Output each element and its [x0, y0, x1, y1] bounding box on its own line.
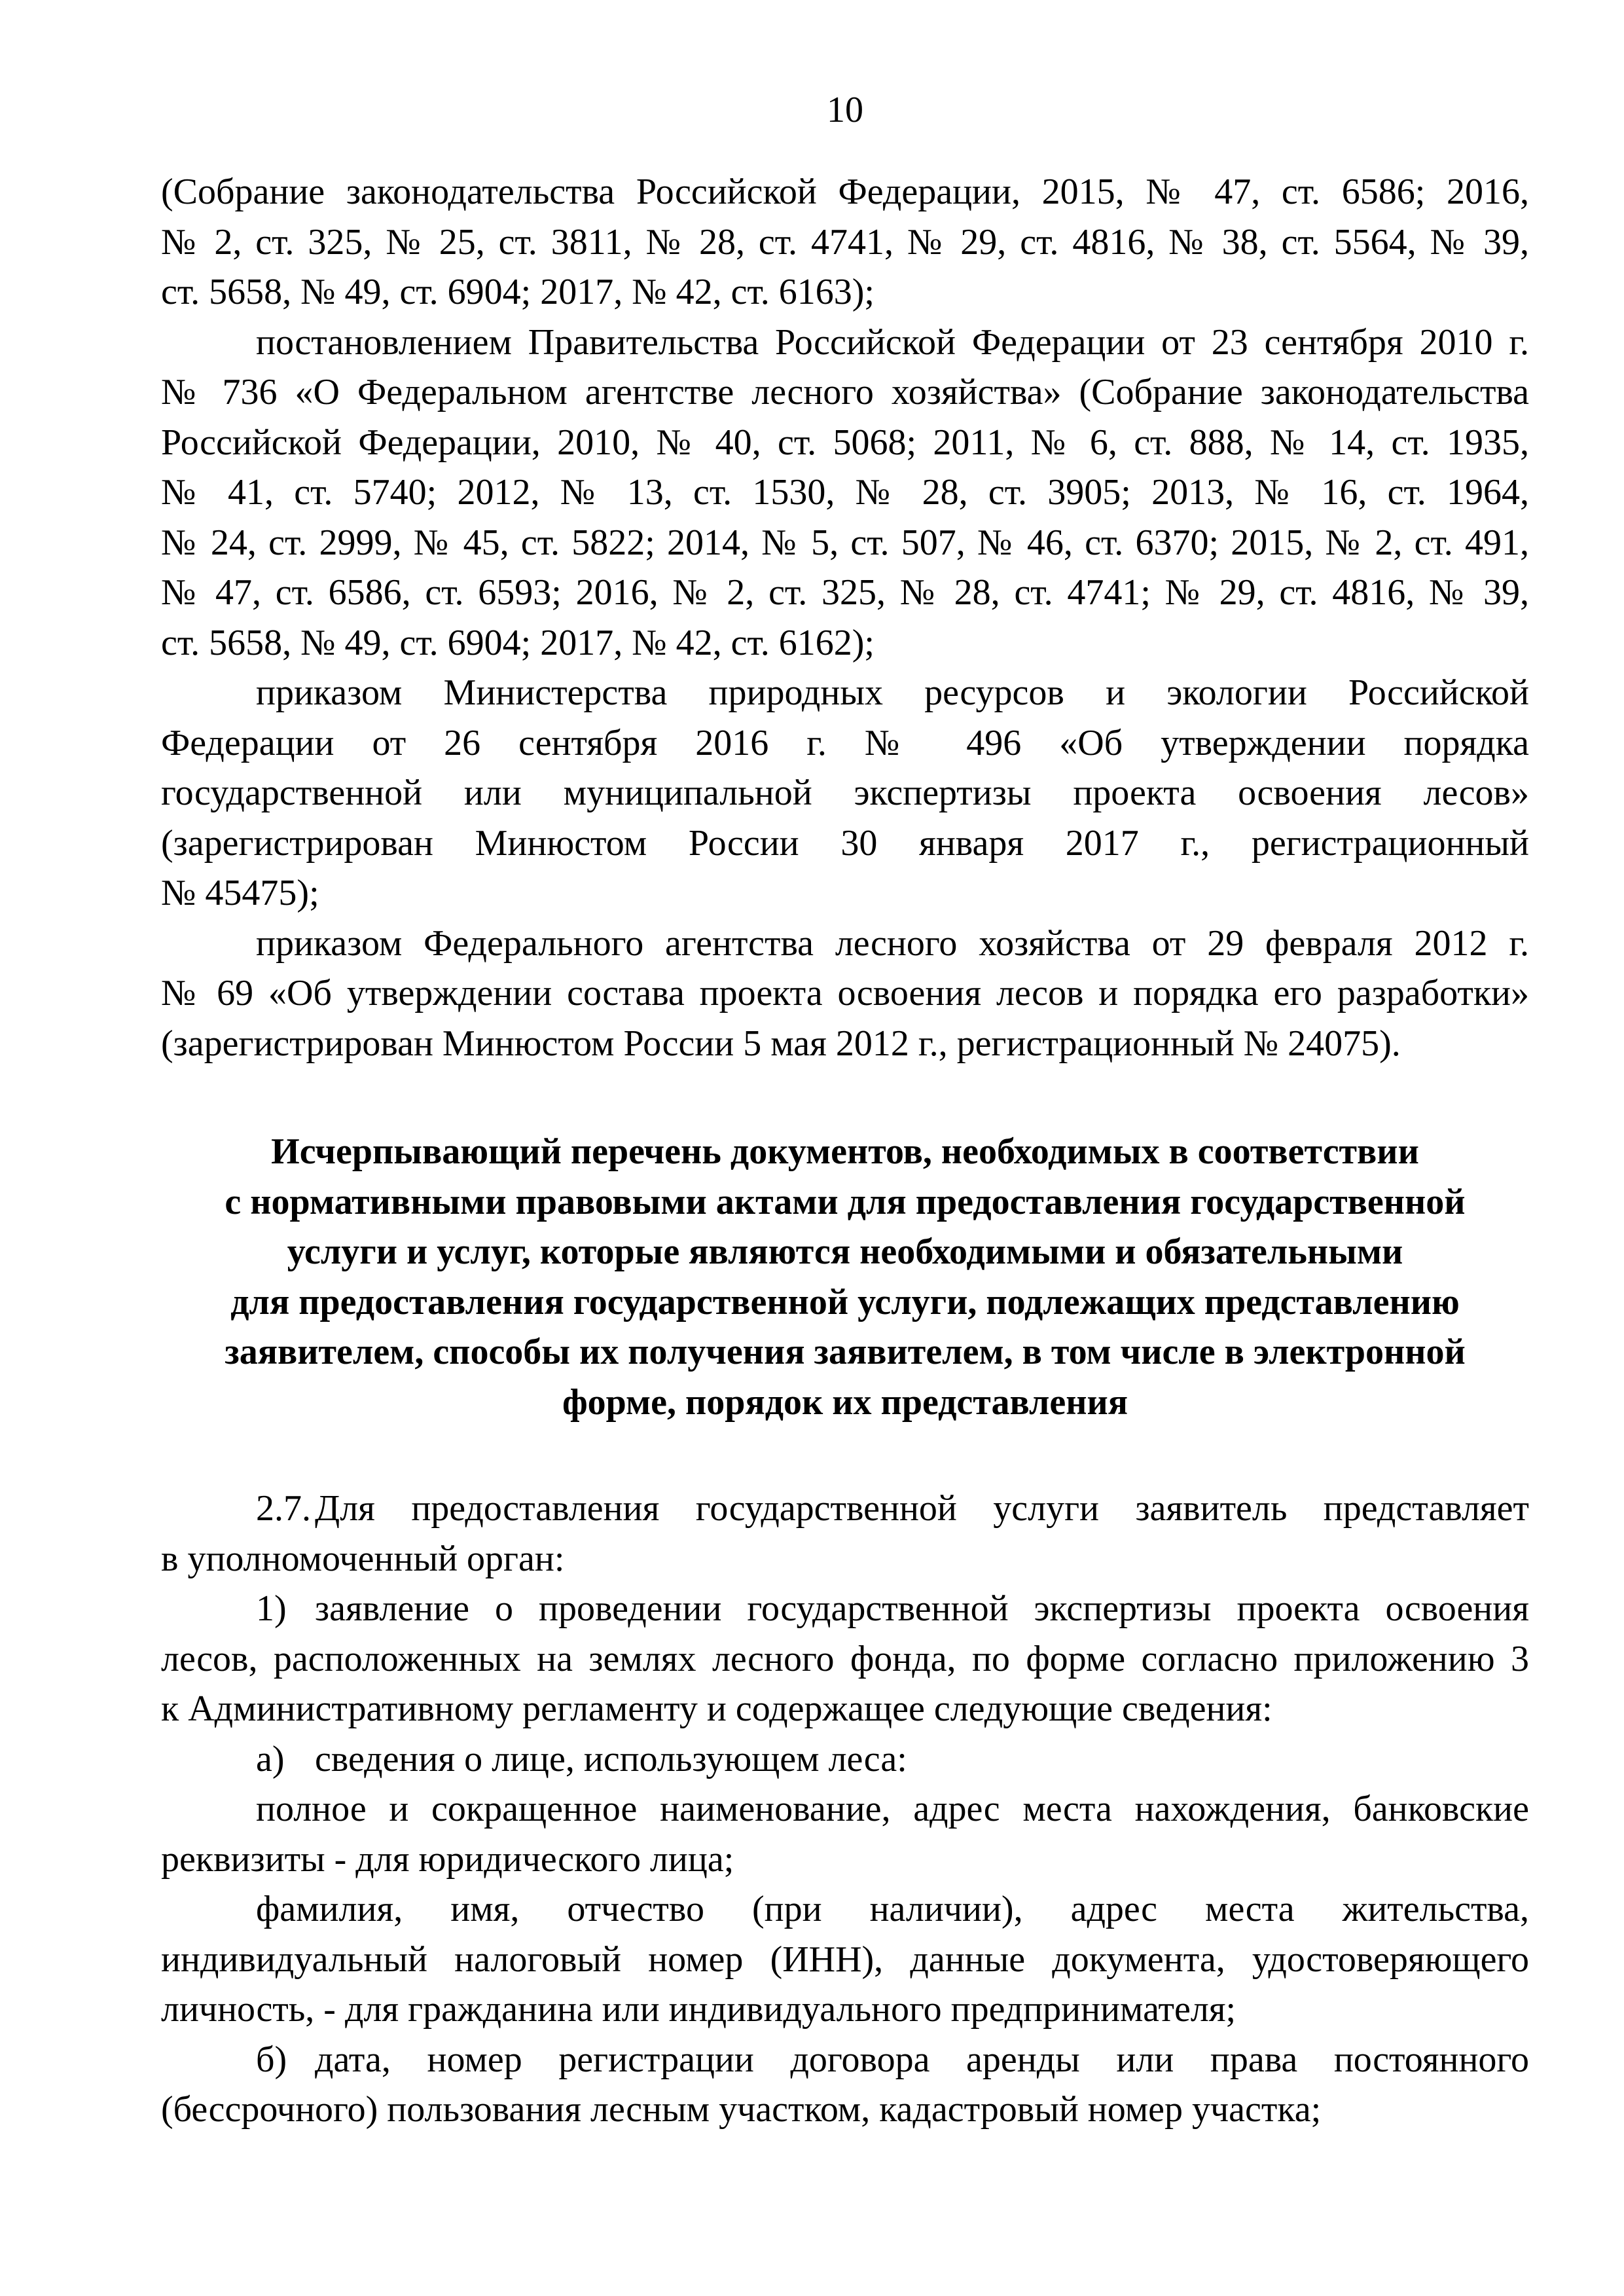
- text-line: [161, 1684, 1529, 1734]
- line-text: государственной или муниципальной экспертизы проекта освоения лесов»: [161, 773, 1529, 813]
- line-text: лесов, расположенных на землях лесного фонда, по форме согласно приложению 3: [161, 1638, 1529, 1679]
- line-text: к Административному регламенту и содержащее следующие сведения:: [161, 1688, 1272, 1729]
- line-text: (зарегистрирован Минюстом России 5 мая 2012 г., регистрационный № 24075).: [161, 1023, 1401, 1064]
- line-text: № 41, ст. 5740; 2012, № 13, ст. 1530, № 28, ст. 3905; 2013, № 16, ст. 1964,: [161, 472, 1529, 513]
- paragraph: [161, 318, 1529, 668]
- line-text: (бессрочного) пользования лесным участком, кадастровый номер участка;: [161, 2089, 1322, 2130]
- text-line: [161, 1584, 1529, 1634]
- line-text: личность, - для гражданина или индивидуального предпринимателя;: [161, 1989, 1236, 2030]
- line-text: № 24, ст. 2999, № 45, ст. 5822; 2014, № 5, ст. 507, № 46, ст. 6370; 2015, № 2, ст. 491,: [161, 522, 1529, 563]
- line-text: Федерации от 26 сентября 2016 г. № 496 «Об утверждении порядка: [161, 722, 1529, 763]
- line-text: реквизиты - для юридического лица;: [161, 1838, 734, 1880]
- heading-line: Исчерпывающий перечень документов, необходимых в соответствии: [271, 1131, 1419, 1172]
- line-text: постановлением Правительства Российской Федерации от 23 сентября 2010 г.: [256, 321, 1529, 363]
- line-text: № 736 «О Федеральном агентстве лесного хозяйства» (Собрание законодательства: [161, 372, 1529, 412]
- line-text: заявление о проведении государственной экспертизы проекта освоения: [315, 1588, 1529, 1629]
- item-label: а): [256, 1738, 285, 1779]
- line-text: дата, номер регистрации договора аренды или права постоянного: [315, 2039, 1529, 2080]
- line-text: (Собрание законодательства Российской Федерации, 2015, № 47, ст. 6586; 2016,: [161, 172, 1529, 212]
- line-text: полное и сокращенное наименование, адрес места нахождения, банковские: [256, 1789, 1529, 1829]
- line-text: индивидуальный налоговый номер (ИНН), данные документа, удостоверяющего: [161, 1939, 1529, 1980]
- line-text: ст. 5658, № 49, ст. 6904; 2017, № 42, ст. 6162);: [161, 622, 875, 663]
- documents-list-section: [161, 1484, 1529, 2135]
- line-text: сведения о лице, использующем леса:: [315, 1738, 907, 1779]
- line-text: № 69 «Об утверждении состава проекта освоения лесов и порядка его разработки»: [161, 973, 1529, 1013]
- text-line: [161, 1884, 1529, 1935]
- item-label: 1): [256, 1588, 287, 1629]
- heading-line: с нормативными правовыми актами для предоставления государственной: [225, 1181, 1466, 1222]
- item-label: б): [256, 2039, 287, 2080]
- page-number: 10: [827, 90, 863, 130]
- line-text: (зарегистрирован Минюстом России 30 января 2017 г., регистрационный: [161, 822, 1529, 864]
- line-text: фамилия, имя, отчество (при наличии), адрес места жительства,: [256, 1889, 1529, 1929]
- heading-line: услуги и услуг, которые являются необходимыми и обязательными: [287, 1231, 1403, 1272]
- text-line: [161, 1834, 1529, 1885]
- paragraph: [161, 2035, 1529, 2135]
- text-line: [161, 818, 1529, 869]
- text-line: [161, 2035, 1529, 2085]
- line-text: № 45475);: [161, 873, 319, 913]
- text-line: [161, 968, 1529, 1019]
- text-line: [161, 1484, 1529, 1534]
- text-line: [161, 618, 1529, 668]
- text-line: [161, 1935, 1529, 1985]
- document-body: [161, 167, 1529, 2135]
- paragraph: [161, 1734, 1529, 1785]
- text-line: [161, 167, 1529, 217]
- text-line: [161, 668, 1529, 718]
- text-line: [161, 518, 1529, 568]
- text-line: [161, 1019, 1529, 1069]
- paragraph: [161, 1484, 1529, 1584]
- text-line: [161, 568, 1529, 618]
- item-label: 2.7.: [256, 1488, 311, 1529]
- paragraph: [161, 668, 1529, 919]
- text-line: [161, 367, 1529, 418]
- text-line: [161, 1634, 1529, 1685]
- text-line: [161, 1984, 1529, 2035]
- text-line: [161, 1734, 1529, 1785]
- legal-basis-section: [161, 167, 1529, 1068]
- text-line: [161, 467, 1529, 518]
- line-text: Для предоставления государственной услуги заявитель представляет: [315, 1488, 1529, 1529]
- heading-line: для предоставления государственной услуги, подлежащих представлению: [230, 1281, 1460, 1322]
- text-line: [161, 267, 1529, 318]
- line-text: приказом Министерства природных ресурсов и экологии Российской: [256, 672, 1529, 713]
- paragraph: [161, 1884, 1529, 2035]
- text-line: [161, 217, 1529, 268]
- paragraph: [161, 167, 1529, 318]
- paragraph: [161, 919, 1529, 1069]
- text-line: [161, 318, 1529, 368]
- text-line: [161, 418, 1529, 468]
- paragraph: [161, 1584, 1529, 1734]
- line-text: Российской Федерации, 2010, № 40, ст. 5068; 2011, № 6, ст. 888, № 14, ст. 1935,: [161, 422, 1529, 463]
- text-line: [161, 1784, 1529, 1834]
- text-line: [161, 868, 1529, 919]
- line-text: № 2, ст. 325, № 25, ст. 3811, № 28, ст. 4741, № 29, ст. 4816, № 38, ст. 5564, № 39,: [161, 221, 1529, 263]
- line-text: ст. 5658, № 49, ст. 6904; 2017, № 42, ст. 6163);: [161, 272, 875, 312]
- line-text: приказом Федерального агентства лесного хозяйства от 29 февраля 2012 г.: [256, 922, 1529, 964]
- line-text: в уполномоченный орган:: [161, 1538, 565, 1579]
- text-line: [161, 768, 1529, 818]
- text-line: [161, 919, 1529, 969]
- section-heading: [161, 1127, 1529, 1427]
- paragraph: [161, 1784, 1529, 1884]
- text-line: [161, 718, 1529, 769]
- line-text: № 47, ст. 6586, ст. 6593; 2016, № 2, ст. 325, № 28, ст. 4741; № 29, ст. 4816, № 39,: [161, 572, 1529, 613]
- text-line: [161, 1534, 1529, 1584]
- heading-line: форме, порядок их представления: [562, 1381, 1128, 1423]
- text-line: [161, 2085, 1529, 2135]
- heading-line: заявителем, способы их получения заявителем, в том числе в электронной: [225, 1332, 1466, 1372]
